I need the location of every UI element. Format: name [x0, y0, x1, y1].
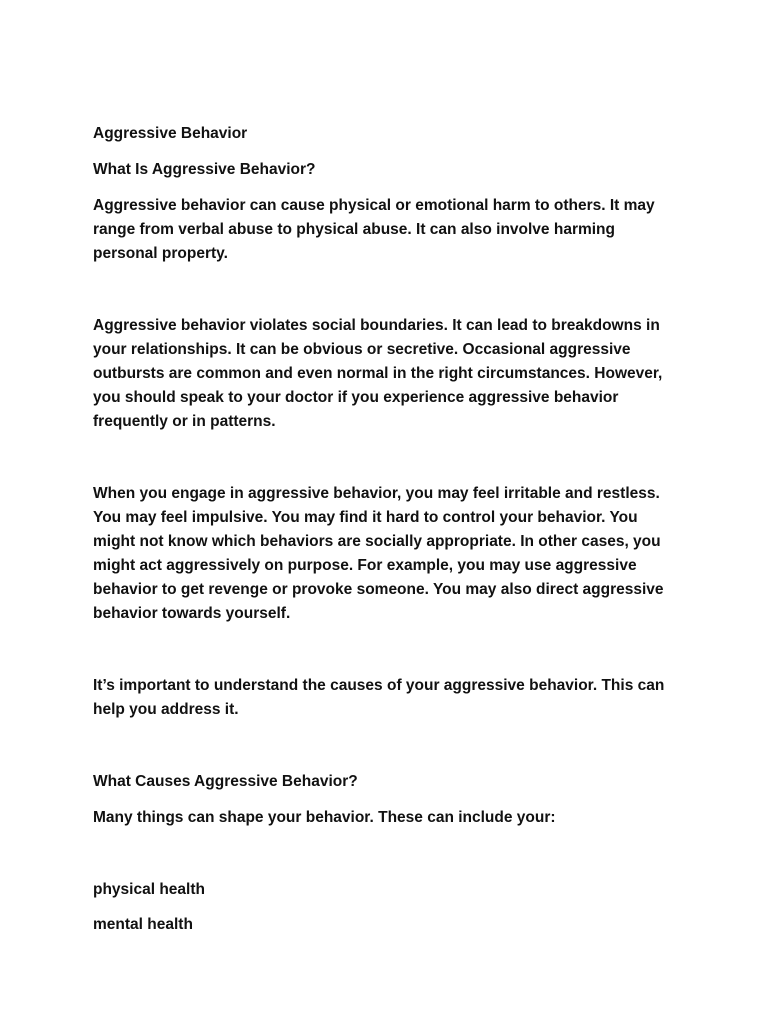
- paragraph-line: might not know which behaviors are socially appropriate. In other cases, you: [93, 533, 661, 550]
- paragraph-line: outbursts are common and even normal in the right circumstances. However,: [93, 365, 663, 382]
- paragraph-boundaries: [93, 314, 683, 434]
- paragraph-line: might act aggressively on purpose. For example, you may use aggressive: [93, 557, 637, 574]
- paragraph-line: It’s important to understand the causes of your aggressive behavior. This can: [93, 677, 665, 694]
- paragraph-causes-intro: [93, 674, 683, 722]
- paragraph-definition: [93, 194, 683, 266]
- document-body: [93, 122, 683, 937]
- paragraph-shape-behavior: Many things can shape your behavior. These can include your:: [93, 809, 556, 826]
- paragraph-line: behavior towards yourself.: [93, 605, 291, 622]
- list-item: physical health: [93, 881, 205, 898]
- section-heading-what-is: What Is Aggressive Behavior?: [93, 161, 316, 178]
- paragraph-line: Aggressive behavior can cause physical or emotional harm to others. It may: [93, 197, 655, 214]
- paragraph-line: You may feel impulsive. You may find it hard to control your behavior. You: [93, 509, 638, 526]
- paragraph-feelings: [93, 482, 683, 626]
- section-heading-causes: What Causes Aggressive Behavior?: [93, 773, 358, 790]
- document-title: Aggressive Behavior: [93, 125, 248, 142]
- paragraph-line: your relationships. It can be obvious or secretive. Occasional aggressive: [93, 341, 631, 358]
- paragraph-line: personal property.: [93, 245, 228, 262]
- paragraph-line: behavior to get revenge or provoke someone. You may also direct aggressive: [93, 581, 664, 598]
- paragraph-line: When you engage in aggressive behavior, you may feel irritable and restless.: [93, 485, 660, 502]
- paragraph-line: range from verbal abuse to physical abuse. It can also involve harming: [93, 221, 615, 238]
- paragraph-line: help you address it.: [93, 701, 239, 718]
- paragraph-line: Aggressive behavior violates social boundaries. It can lead to breakdowns in: [93, 317, 660, 334]
- paragraph-line: frequently or in patterns.: [93, 413, 276, 430]
- list-item: mental health: [93, 916, 193, 933]
- paragraph-line: you should speak to your doctor if you experience aggressive behavior: [93, 389, 619, 406]
